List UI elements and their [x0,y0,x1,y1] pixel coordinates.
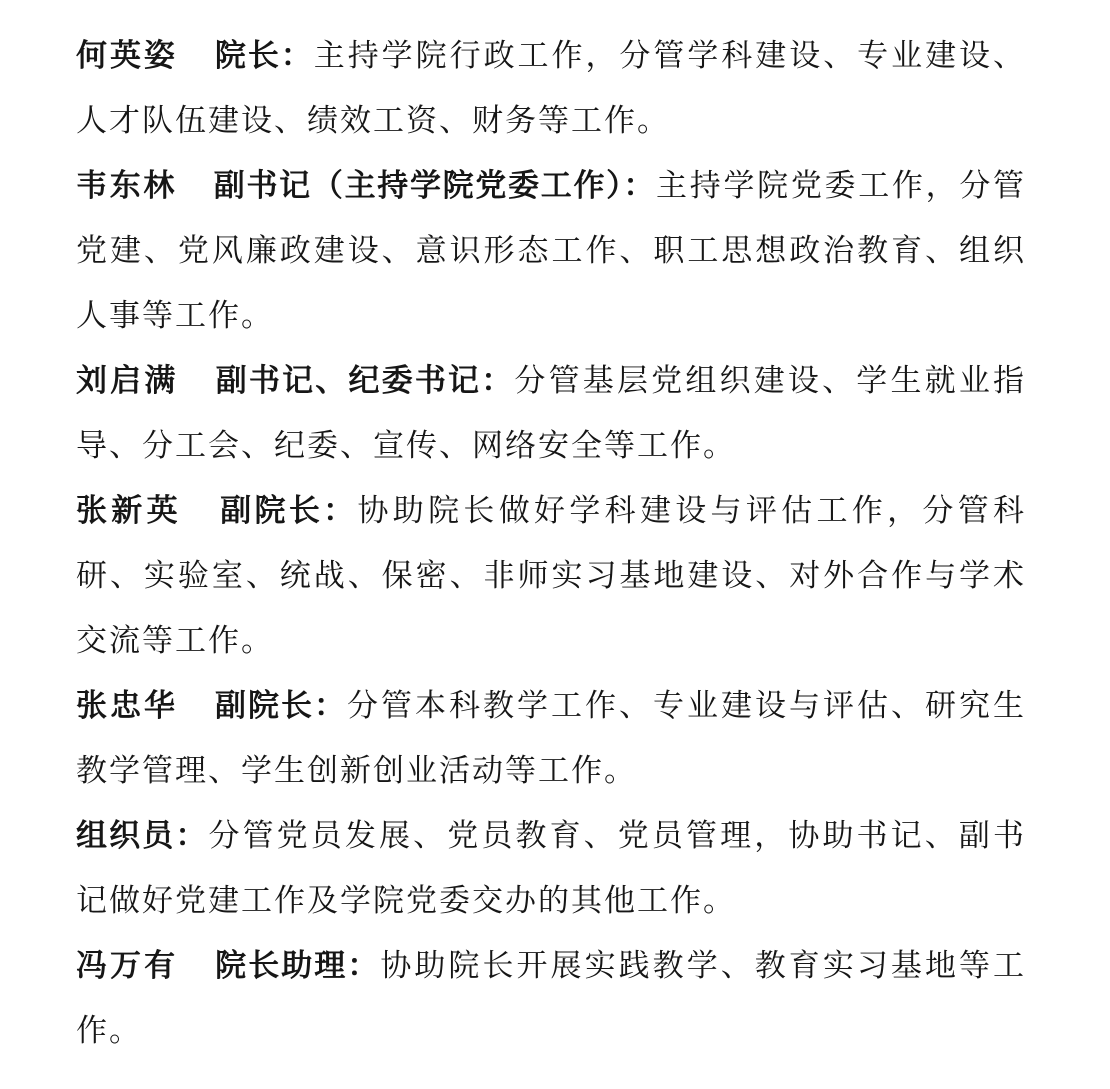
person-name: 刘启满 [76,363,179,399]
entry-dean [76,24,1026,154]
duty-description: 主持学院行政工作，分管学科建设、专业建设、人才队伍建设、绩效工资、财务等工作。 [76,38,1027,139]
duty-description: 主持学院党委工作，分管党建、党风廉政建设、意识形态工作、职工思想政治教育、组织人事等工作。 [76,168,1027,334]
entry-vice-dean-research [76,479,1026,674]
position-title: 副院长： [217,493,358,529]
duty-description: 分管本科教学工作、专业建设与评估、研究生教学管理、学生创新创业活动等工作。 [76,688,1026,789]
person-name: 冯万有 [76,948,179,984]
person-name: 张新英 [76,493,182,529]
person-name: 韦东林 [76,168,178,204]
entry-dean-assistant [76,934,1026,1064]
duty-description: 协助院长做好学科建设与评估工作，分管科研、实验室、统战、保密、非师实习基地建设、对外合作与学术交流等工作。 [76,493,1027,659]
person-name: 张忠华 [76,688,178,724]
duty-description: 分管党员发展、党员教育、党员管理，协助书记、副书记做好党建工作及学院党委交办的其他工作。 [76,818,1027,919]
duty-description: 分管基层党组织建设、学生就业指导、分工会、纪委、宣传、网络安全等工作。 [76,363,1027,464]
position-title: 组织员： [76,818,209,854]
position-title: 副院长： [214,688,347,724]
position-title: 院长助理： [214,948,381,984]
entry-vice-dean-teaching [76,674,1026,804]
position-title: 院长： [213,38,314,74]
person-name: 何英姿 [76,38,178,74]
entry-deputy-secretary-discipline [76,349,1026,479]
entry-deputy-secretary-presiding [76,154,1026,349]
position-title: 副书记（主持学院党委工作）： [213,168,657,204]
duty-description: 协助院长开展实践教学、教育实习基地等工作。 [76,948,1027,1049]
duties-document [76,24,1026,1064]
entry-organizer [76,804,1026,934]
position-title: 副书记、纪委书记： [214,363,515,399]
